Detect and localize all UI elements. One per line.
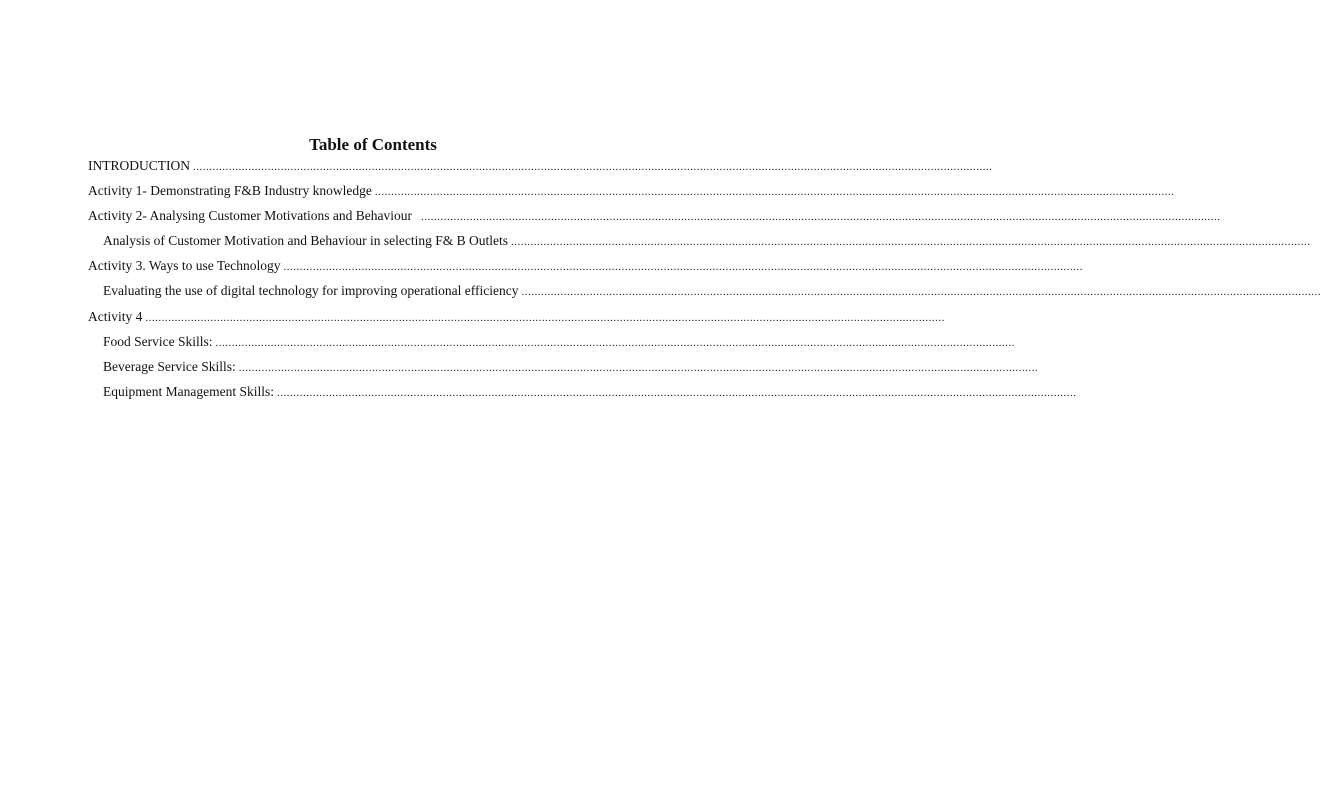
toc-entry-label: INTRODUCTION [88,158,190,173]
dot-leader [193,157,993,177]
toc-entry-label: Equipment Management Skills: [103,383,274,399]
toc-entry-activity-2[interactable] [88,206,648,231]
toc-entry-equipment-management-skills[interactable] [88,382,648,407]
toc-entry-activity-1[interactable] [88,181,648,206]
dot-leader [216,333,1016,353]
toc-entry-label: Activity 2- Analysing Customer Motivations and Behaviour [88,208,412,224]
dot-leader [239,358,1039,378]
toc-entry-label: Beverage Service Skills: [103,358,236,374]
toc-entry-label: Analysis of Customer Motivation and Behaviour in selecting F& B Outlets [103,233,508,249]
dot-leader [283,257,1083,277]
toc-entry-food-service-skills[interactable] [88,332,648,357]
document-page [0,0,612,792]
dot-leader [277,383,1077,403]
dot-leader [375,182,1175,202]
dot-leader [511,232,1311,252]
toc-entry-beverage-service-skills[interactable] [88,357,648,382]
toc-entry-introduction[interactable] [88,156,648,181]
toc-entry-customer-motivation-analysis[interactable] [88,231,648,256]
dot-leader [421,207,1221,227]
dot-leader [522,282,1321,302]
toc-entry-label: Evaluating the use of digital technology for improving operational efficiency [103,283,519,299]
toc-entry-label: Food Service Skills: [103,333,213,349]
table-of-contents [88,156,541,399]
toc-entry-activity-3[interactable] [88,256,648,281]
toc-title: Table of Contents [309,135,437,154]
dot-leader [145,308,945,328]
toc-list [88,156,541,407]
toc-entry-digital-technology[interactable] [88,281,648,306]
toc-entry-activity-4[interactable] [88,307,648,332]
toc-entry-label: Activity 3. Ways to use Technology [88,258,281,274]
toc-entry-label: Activity 4 [88,308,143,324]
toc-entry-label: Activity 1- Demonstrating F&B Industry knowledge [88,183,372,199]
